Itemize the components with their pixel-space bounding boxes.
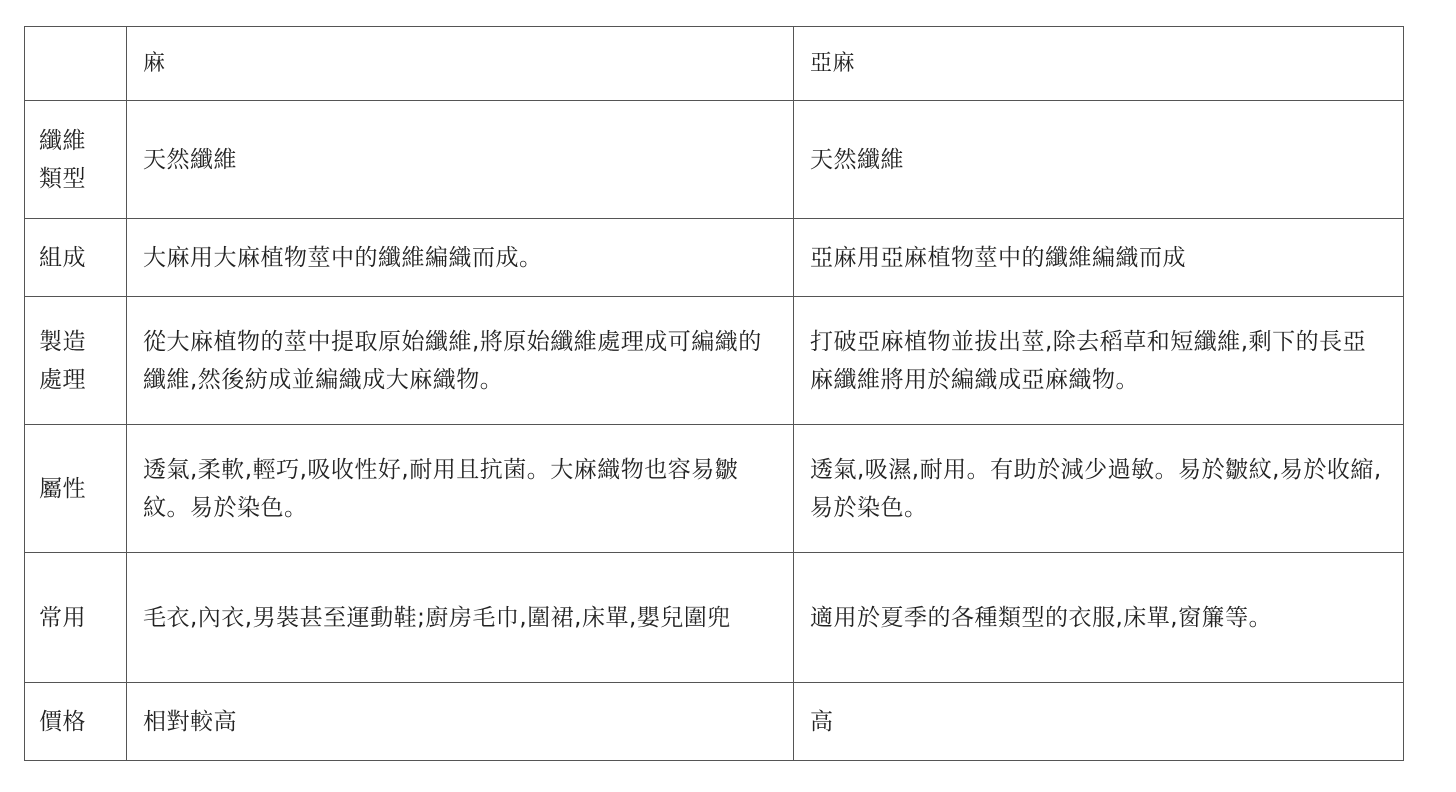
row-label-text: 價格	[39, 708, 86, 735]
cell-hemp-common-uses: 毛衣,內衣,男裝甚至運動鞋;廚房毛巾,圍裙,床單,嬰兒圍兜	[127, 553, 794, 683]
cell-hemp-composition: 大麻用大麻植物莖中的纖維編織而成。	[127, 219, 794, 297]
row-label-text: 屬性	[39, 475, 86, 502]
row-label-text: 纖維類型	[39, 127, 86, 192]
cell-hemp-processing: 從大麻植物的莖中提取原始纖維,將原始纖維處理成可編織的纖維,然後紡成並編織成大麻織物。	[127, 297, 794, 425]
row-label-composition	[25, 219, 127, 297]
header-linen: 亞麻	[794, 27, 1404, 101]
header-corner-cell	[25, 27, 127, 101]
cell-linen-fiber-type: 天然纖維	[794, 101, 1404, 219]
table-row	[25, 219, 1404, 297]
row-label-properties	[25, 425, 127, 553]
row-label-fiber-type	[25, 101, 127, 219]
cell-linen-properties: 透氣,吸濕,耐用。有助於減少過敏。易於皺紋,易於收縮,易於染色。	[794, 425, 1404, 553]
cell-linen-common-uses: 適用於夏季的各種類型的衣服,床單,窗簾等。	[794, 553, 1404, 683]
header-hemp: 麻	[127, 27, 794, 101]
table-row	[25, 553, 1404, 683]
row-label-price	[25, 683, 127, 761]
row-label-text: 常用	[39, 604, 86, 631]
cell-linen-processing: 打破亞麻植物並拔出莖,除去稻草和短纖維,剩下的長亞麻纖維將用於編織成亞麻織物。	[794, 297, 1404, 425]
row-label-text: 組成	[39, 244, 86, 271]
cell-hemp-price: 相對較高	[127, 683, 794, 761]
table-header-row	[25, 27, 1404, 101]
table-row	[25, 425, 1404, 553]
cell-hemp-properties: 透氣,柔軟,輕巧,吸收性好,耐用且抗菌。大麻織物也容易皺紋。易於染色。	[127, 425, 794, 553]
row-label-common-uses	[25, 553, 127, 683]
table-row	[25, 683, 1404, 761]
cell-linen-composition: 亞麻用亞麻植物莖中的纖維編織而成	[794, 219, 1404, 297]
table-row	[25, 297, 1404, 425]
cell-linen-price: 高	[794, 683, 1404, 761]
comparison-table	[24, 26, 1404, 761]
row-label-processing	[25, 297, 127, 425]
row-label-text: 製造處理	[39, 328, 86, 393]
table-row	[25, 101, 1404, 219]
cell-hemp-fiber-type: 天然纖維	[127, 101, 794, 219]
